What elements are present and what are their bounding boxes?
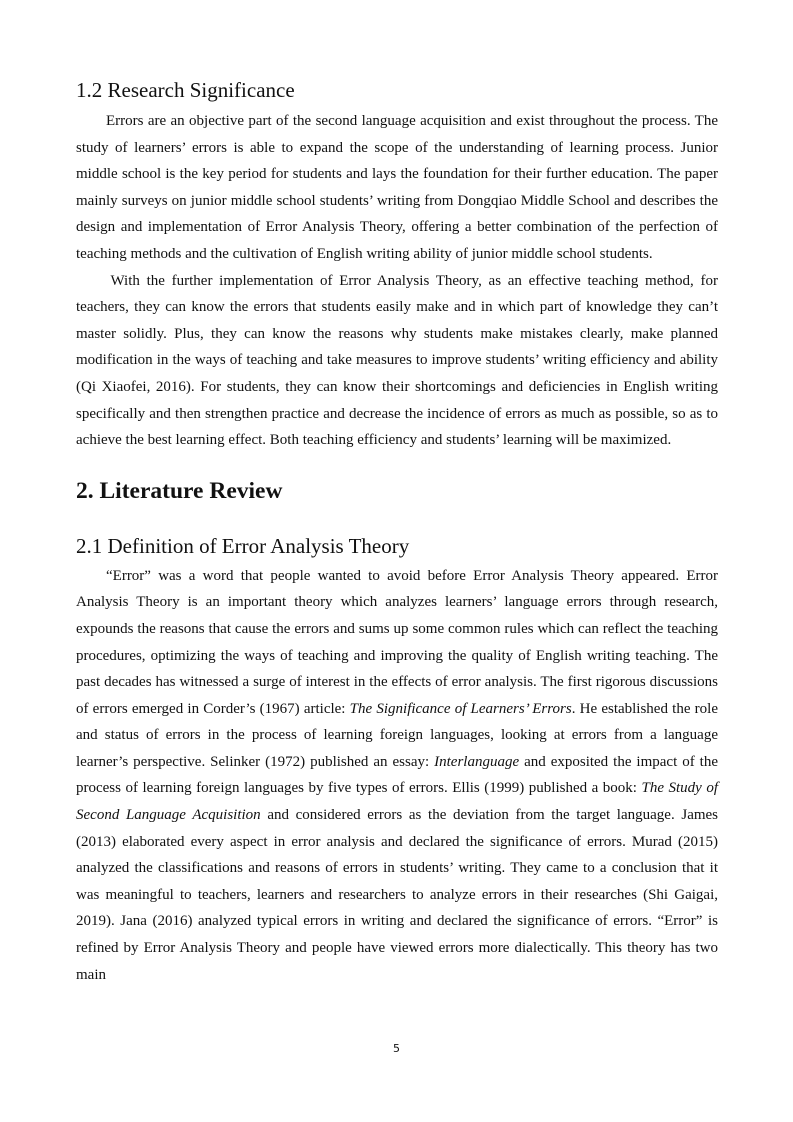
section-heading-1-2: 1.2 Research Significance [76,78,295,102]
paragraph-text-part: . He established the role and status of errors in the process of learning foreign languages, looking at errors from a language learner’s perspective. Selinker (1972) published an essay: [76,700,718,770]
paragraph-research-significance-2: With the further implementation of Error Analysis Theory, as an effective teaching method, for teachers, they can know the errors that students easily make and in which part of knowledge they can’t master solidly. Plus, they can know the reasons why students make mistakes clearly, make planned modification in the ways of teaching and take measures to improve students’ writing efficiency and ability (Qi Xiaofei, 2016). For students, they can know their shortcomings and deficiencies in English writing specifically and then strengthen practice and decrease the incidence of errors as much as possible, so as to achieve the best learning effect. Both teaching efficiency and students’ learning will be maximized. [76,272,718,449]
page-number: 5 [393,1042,400,1055]
paragraph-text-part: and considered errors as the deviation from the target language. James (2013) elaborated every aspect in error analysis and declared the significance of errors. Murad (2015) analyzed the classifications and reasons of errors in students’ writing. They came to a conclusion that it was meaningful to teachers, learners and researchers to analyze errors in their researches (Shi Gaigai, 2019). Jana (2016) analyzed typical errors in writing and declared the significance of errors. “Error” is refined by Error Analysis Theory and people have viewed errors more dialectically. This theory has two main [76,807,719,983]
paragraph-definition-error-analysis [76,563,718,989]
paragraph-research-significance-1: Errors are an objective part of the second language acquisition and exist throughout the process. The study of learners’ errors is able to expand the scope of the understanding of learning process. Junior middle school is the key period for students and lays the foundation for their further education. The paper mainly surveys on junior middle school students’ writing from Dongqiao Middle School and describes the design and implementation of Error Analysis Theory, offering a better combination of the perfection of teaching methods and the cultivation of English writing ability of junior middle school students. [76,113,718,262]
paragraph-text-part: “Error” was a word that people wanted to avoid before Error Analysis Theory appeared. Error Analysis Theory is an important theory which analyzes learners’ language errors through research, expounds the reasons that cause the errors and sums up some common rules which can reflect the teaching procedures, optimizing the ways of teaching and improving the quality of English writing teaching. The past decades has witnessed a surge of interest in the effects of error analysis. The first rigorous discussions of errors emerged in Corder’s (1967) article: [76,567,718,717]
document-page [76,74,718,988]
book-title-ellis: The Study of Second Language Acquisition [76,780,719,824]
essay-title-selinker: Interlanguage [434,753,520,770]
paragraph-text-part: and exposited the impact of the process of learning foreign languages by five types of errors. Ellis (1999) published a book: [76,753,719,797]
section-heading-2: 2. Literature Review [76,477,283,504]
article-title-corder: The Significance of Learners’ Errors [349,700,572,717]
section-heading-2-1: 2.1 Definition of Error Analysis Theory [76,533,410,558]
